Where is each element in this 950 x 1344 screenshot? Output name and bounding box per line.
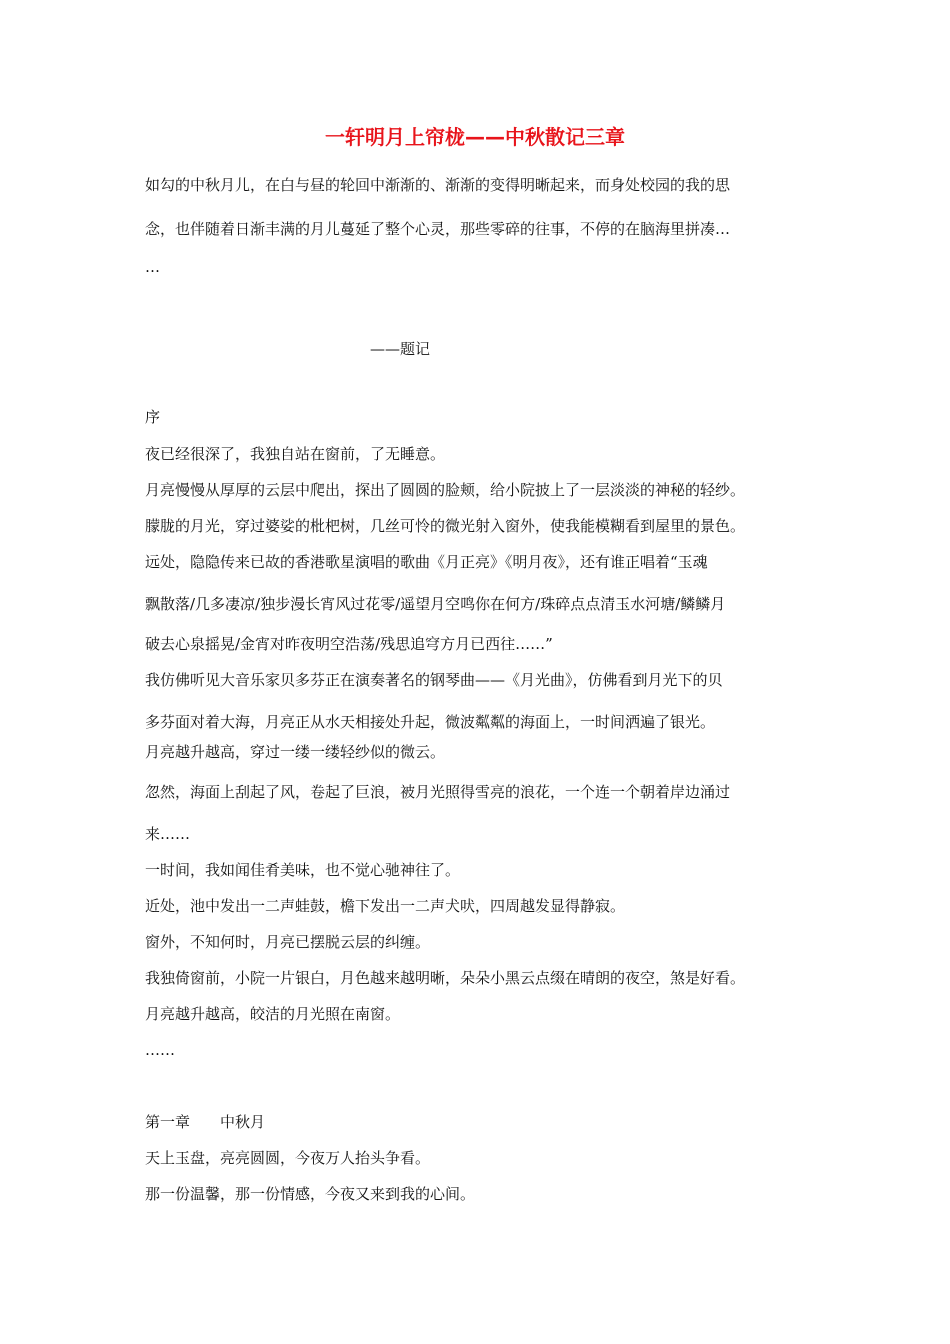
preface-line: 夜已经很深了，我独自站在窗前，了无睡意。 (145, 445, 446, 463)
preface-line: 忽然，海面上刮起了风，卷起了巨浪，被月光照得雪亮的浪花，一个连一个朝着岸边涌过 (145, 783, 731, 801)
preface-line: 多芬面对着大海，月亮正从水天相接处升起，微波粼粼的海面上，一时间洒遍了银光。 (145, 713, 716, 731)
preface-line: 窗外，不知何时，月亮已摆脱云层的纠缠。 (145, 933, 431, 951)
preface-line: 月亮慢慢从厚厚的云层中爬出，探出了圆圆的脸颊，给小院披上了一层淡淡的神秘的轻纱。 (145, 481, 746, 499)
preface-line: …… (145, 1041, 175, 1059)
chapter-number: 第一章 (145, 1113, 191, 1131)
preface-line: 破去心泉摇晃/金宵对昨夜明空浩荡/残思追穹方月已西往……” (145, 635, 553, 653)
chapter-name: 中秋月 (220, 1113, 266, 1131)
preface-line: 飘散落/几多凄凉/独步漫长宵风过花零/遥望月空鸣你在何方/珠碎点点清玉水河塘/鳞鳞月 (145, 595, 726, 613)
preface-line: 月亮越升越高，皎洁的月光照在南窗。 (145, 1005, 401, 1023)
intro-line-3: … (145, 258, 160, 276)
preface-line: 我仿佛听见大音乐家贝多芬正在演奏著名的钢琴曲——《月光曲》，仿佛看到月光下的贝 (145, 671, 723, 689)
preface-line: 近处，池中发出一二声蛙鼓，檐下发出一二声犬吠，四周越发显得静寂。 (145, 897, 626, 915)
preface-line: 月亮越升越高，穿过一缕一缕轻纱似的微云。 (145, 743, 446, 761)
chapter-heading (145, 1111, 825, 1133)
chapter-line: 天上玉盘，亮亮圆圆，今夜万人抬头争看。 (145, 1149, 431, 1167)
preface-line: 朦胧的月光，穿过婆娑的枇杷树，几丝可怜的微光射入窗外，使我能模糊看到屋里的景色。 (145, 517, 746, 535)
intro-line-1: 如勾的中秋月儿，在白与昼的轮回中渐渐的、渐渐的变得明晰起来，而身处校园的我的思 (145, 176, 731, 194)
preface-heading: 序 (145, 408, 161, 426)
intro-line-2: 念，也伴随着日渐丰满的月儿蔓延了整个心灵，那些零碎的往事，不停的在脑海里拼凑… (145, 220, 731, 238)
preface-line: 远处，隐隐传来已故的香港歌星演唱的歌曲《月正亮》《明月夜》，还有谁正唱着“玉魂 (145, 553, 708, 571)
chapter-line: 那一份温馨，那一份情感，今夜又来到我的心间。 (145, 1185, 476, 1203)
document-title: 一轩明月上帘栊——中秋散记三章 (325, 125, 625, 149)
preface-line: 一时间，我如闻佳肴美味，也不觉心驰神往了。 (145, 861, 461, 879)
preface-line: 我独倚窗前，小院一片银白，月色越来越明晰，朵朵小黑云点缀在晴朗的夜空，煞是好看。 (145, 969, 746, 987)
epigraph-signature: ——题记 (370, 340, 431, 358)
preface-line: 来…… (145, 825, 191, 843)
